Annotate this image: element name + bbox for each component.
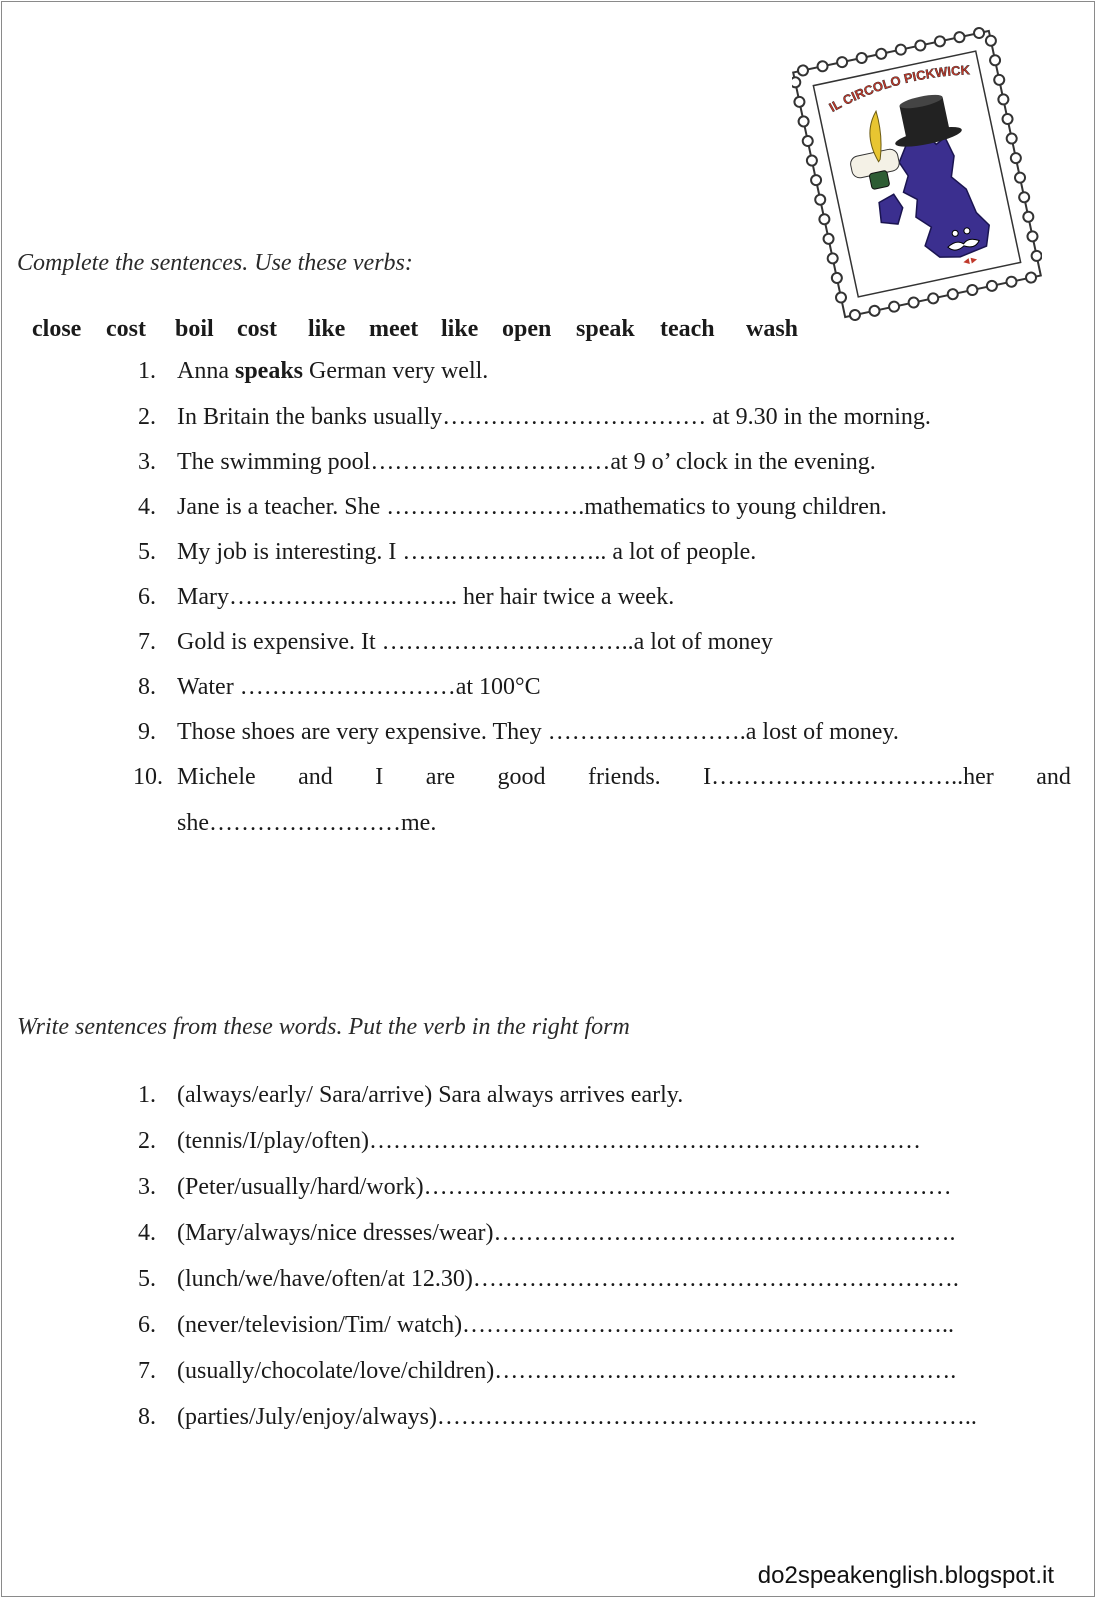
item-number: 2. xyxy=(138,404,156,430)
item-number: 5. xyxy=(138,539,156,565)
item-text: (usually/chocolate/love/children)…………………………………………………. xyxy=(177,1358,957,1384)
verb-word: cost xyxy=(106,316,146,342)
item-text: In Britain the banks usually…………………………… at 9.30 in the morning. xyxy=(177,404,931,430)
exercise-item xyxy=(2,584,1098,624)
item-text: Water ………………………at 100°C xyxy=(177,674,541,700)
item-text: My job is interesting. I …………………….. a lot of people. xyxy=(177,539,757,565)
verb-word: close xyxy=(32,316,82,342)
item-text: Gold is expensive. It …………………………..a lot of money xyxy=(177,629,773,655)
exercise-item xyxy=(2,1404,1098,1444)
verb-word: like xyxy=(308,316,346,342)
worksheet-page xyxy=(1,1,1095,1597)
exercise-item xyxy=(2,1220,1098,1260)
item-text: (Mary/always/nice dresses/wear)…………………………………………………. xyxy=(177,1220,956,1246)
item-10-word: I…………………………..her xyxy=(703,764,994,790)
verb-word: open xyxy=(502,316,552,342)
item-number: 1. xyxy=(138,1082,156,1108)
exercise-item xyxy=(2,1266,1098,1306)
item-10-word: are xyxy=(425,764,456,790)
item-number: 8. xyxy=(138,1404,156,1430)
item-text: The swimming pool…………………………at 9 o’ clock in the evening. xyxy=(177,449,876,475)
item-text: (lunch/we/have/often/at 12.30)……………………………………………………. xyxy=(177,1266,959,1292)
verb-word: speak xyxy=(576,316,635,342)
exercise-item xyxy=(2,1082,1098,1122)
verb-word: cost xyxy=(237,316,277,342)
item-number: 1. xyxy=(138,358,156,384)
item-10-word: good xyxy=(497,764,546,790)
exercise-item xyxy=(2,358,1098,398)
item-number: 3. xyxy=(138,1174,156,1200)
item-text: (parties/July/enjoy/always)………………………………………………………….. xyxy=(177,1404,977,1430)
item-text xyxy=(177,358,488,385)
item-number: 9. xyxy=(138,719,156,745)
item-number: 7. xyxy=(138,1358,156,1384)
footer-site-url: do2speakenglish.blogspot.it xyxy=(757,1562,1054,1589)
verb-word: teach xyxy=(660,316,715,342)
exercise-item xyxy=(2,674,1098,714)
item-10-word: Michele xyxy=(177,764,256,790)
item-10-word: and xyxy=(298,764,333,790)
exercise-item xyxy=(2,539,1098,579)
stamp-title: IL CIRCOLO PICKWICK xyxy=(826,62,971,115)
exercise-item xyxy=(2,719,1098,759)
item-text-end: German very well. xyxy=(303,358,489,384)
item-number: 5. xyxy=(138,1266,156,1292)
item-number: 2. xyxy=(138,1128,156,1154)
item-text: Jane is a teacher. She …………………….mathematics to young children. xyxy=(177,494,887,520)
verb-word: like xyxy=(441,316,479,342)
verb-word: boil xyxy=(175,316,214,342)
item-text: she……………………me. xyxy=(177,810,437,836)
verb-word: meet xyxy=(369,316,419,342)
item-10-line-2 xyxy=(2,810,1098,850)
exercise-item xyxy=(2,449,1098,489)
item-number: 4. xyxy=(138,494,156,520)
item-text-start: Anna xyxy=(177,358,235,384)
item-number: 7. xyxy=(138,629,156,655)
item-number: 3. xyxy=(138,449,156,475)
item-10-word: friends. xyxy=(588,764,661,790)
item-text: (Peter/usually/hard/work)………………………………………………………… xyxy=(177,1174,952,1200)
section1-instruction: Complete the sentences. Use these verbs: xyxy=(17,250,413,276)
item-text: (tennis/I/play/often)…………………………………………………………… xyxy=(177,1128,921,1154)
item-number: 6. xyxy=(138,584,156,610)
item-text: (never/television/Tim/ watch)…………………………………………………….. xyxy=(177,1312,955,1338)
exercise-item xyxy=(2,1174,1098,1214)
exercise-item xyxy=(2,1312,1098,1352)
item-number: 6. xyxy=(138,1312,156,1338)
exercise-item xyxy=(2,404,1098,444)
exercise-item xyxy=(2,494,1098,534)
item-number: 4. xyxy=(138,1220,156,1246)
section2-instruction: Write sentences from these words. Put the verb in the right form xyxy=(17,1014,630,1040)
exercise-item xyxy=(2,1128,1098,1168)
example-answer: speaks xyxy=(234,358,304,384)
item-text: Those shoes are very expensive. They …………………….a lost of money. xyxy=(177,719,899,745)
item-number: 10. xyxy=(133,764,163,790)
item-text: (always/early/ Sara/arrive) Sara always arrives early. xyxy=(177,1082,684,1108)
exercise-item xyxy=(2,629,1098,669)
item-10-line-1 xyxy=(177,764,1071,791)
item-text: Mary……………………….. her hair twice a week. xyxy=(177,584,675,610)
verb-word: wash xyxy=(746,316,799,342)
item-10-word: I xyxy=(375,764,384,790)
item-number: 8. xyxy=(138,674,156,700)
pickwick-stamp-logo xyxy=(792,24,1042,324)
item-10-word: and xyxy=(1036,764,1071,790)
exercise-item xyxy=(2,1358,1098,1398)
